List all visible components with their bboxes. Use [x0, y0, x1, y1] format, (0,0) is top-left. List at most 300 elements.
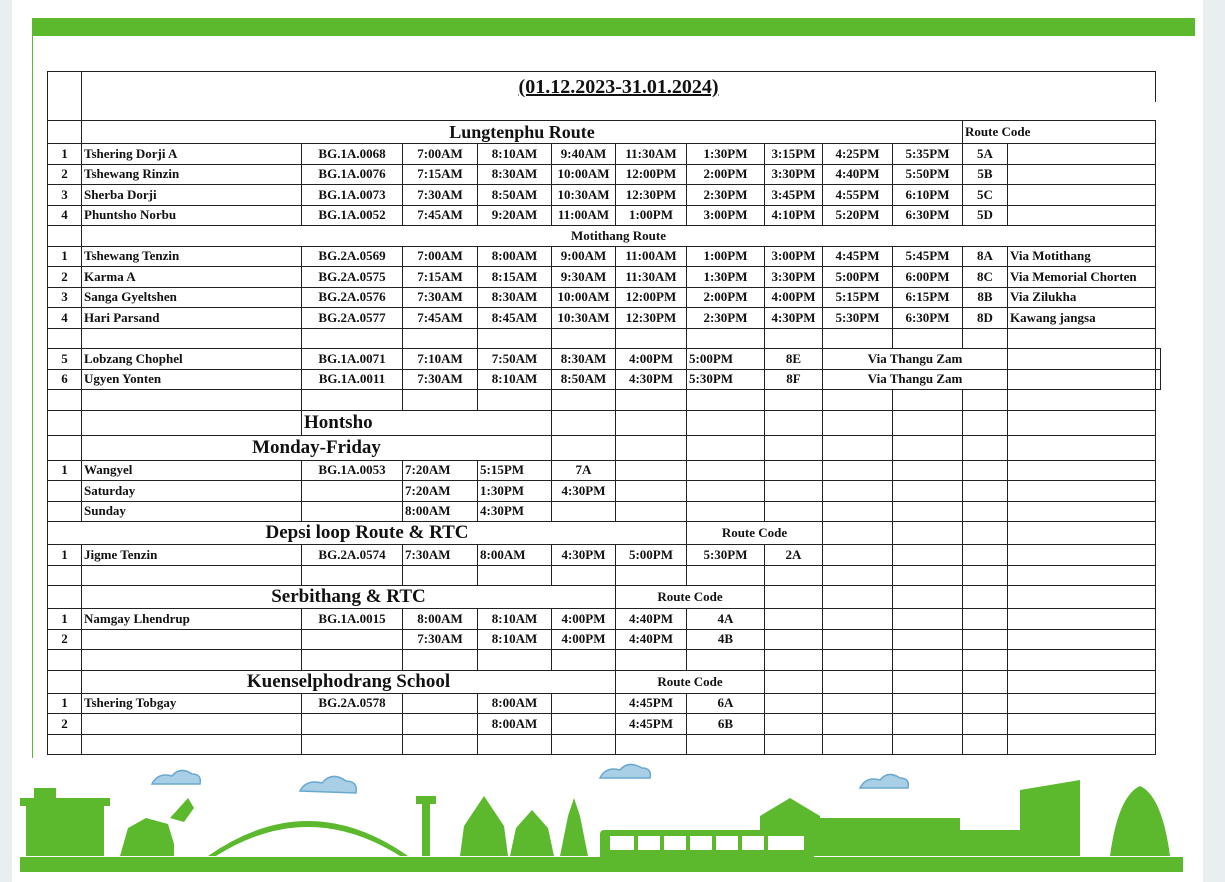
departure-time: 1:30PM: [687, 144, 765, 165]
departure-time: 8:30AM: [552, 349, 616, 370]
row-number: 4: [48, 308, 82, 329]
departure-time: 12:30PM: [616, 185, 687, 206]
blank-cell: [963, 545, 1008, 566]
blank-cell: [963, 693, 1008, 714]
blank-cell: [1008, 693, 1156, 714]
row-number: 6: [48, 369, 82, 390]
departure-time: 3:30PM: [765, 164, 823, 185]
blank-cell: [893, 734, 963, 755]
table-row: [48, 164, 1161, 185]
motithang-rows: [48, 246, 1161, 328]
row-number: 1: [48, 609, 82, 630]
driver-name: Tshewang Rinzin: [82, 164, 302, 185]
blank-cell: [48, 328, 82, 349]
departure-time: 5:30PM: [687, 369, 765, 390]
blank-cell: [302, 481, 403, 502]
bus-number: BG.1A.0071: [302, 349, 403, 370]
departure-time: 7:30AM: [403, 185, 478, 206]
blank-cell: [478, 650, 552, 671]
blank-cell: [893, 565, 963, 586]
departure-time: 9:00AM: [552, 246, 616, 267]
blank-cell: [48, 121, 82, 144]
blank-cell: [687, 734, 765, 755]
blank-cell: [823, 328, 893, 349]
blank-cell: [1008, 609, 1156, 630]
route-code: 8B: [963, 287, 1008, 308]
blank-cell: [1156, 349, 1161, 370]
departure-time: 6:10PM: [893, 185, 963, 206]
blank-cell: [963, 609, 1008, 630]
departure-time: 7:45AM: [403, 308, 478, 329]
bus-number: BG.2A.0575: [302, 267, 403, 288]
blank-cell: [478, 565, 552, 586]
blank-cell: [1008, 670, 1156, 693]
blank-cell: [963, 650, 1008, 671]
blank-cell: [765, 693, 823, 714]
blank-cell: [893, 435, 963, 460]
bus-number: [302, 629, 403, 650]
blank-cell: [48, 586, 82, 609]
driver-name: Tshewang Tenzin: [82, 246, 302, 267]
departure-time: 8:00AM: [403, 609, 478, 630]
departure-time: 4:45PM: [616, 693, 687, 714]
blank-cell: [616, 481, 687, 502]
table-row: [48, 629, 1161, 650]
table-row: [48, 545, 1161, 566]
kuenselphodrang-rows: [48, 693, 1161, 734]
departure-time: 6:15PM: [893, 287, 963, 308]
departure-time: 8:45AM: [478, 308, 552, 329]
row-number: 2: [48, 164, 82, 185]
driver-name: Namgay Lhendrup: [82, 609, 302, 630]
blank-cell: [552, 714, 616, 735]
table-row: [48, 308, 1161, 329]
schedule-table-container: [47, 71, 1187, 757]
blank-cell: [552, 435, 616, 460]
blank-cell: [823, 565, 893, 586]
hontsho-title: Hontsho: [302, 410, 552, 435]
bus-number: BG.1A.0052: [302, 205, 403, 226]
departure-time: 8:00AM: [478, 714, 552, 735]
table-row: [48, 609, 1161, 630]
blank-cell: [893, 460, 963, 481]
blank-cell: [963, 586, 1008, 609]
departure-time: 3:00PM: [687, 205, 765, 226]
table-row: [48, 349, 1161, 370]
blank-cell: [765, 670, 823, 693]
blank-cell: [48, 670, 82, 693]
departure-time: 8:00AM: [478, 246, 552, 267]
blank-cell: [765, 410, 823, 435]
departure-time: 8:10AM: [478, 369, 552, 390]
departure-time: 3:45PM: [765, 185, 823, 206]
blank-cell: [48, 390, 82, 411]
route-code: 8C: [963, 267, 1008, 288]
blank-cell: [765, 460, 823, 481]
route-code: 8F: [765, 369, 823, 390]
departure-time: 7:00AM: [403, 144, 478, 165]
blank-cell: [823, 609, 893, 630]
blank-cell: [48, 501, 82, 522]
blank-cell: [48, 734, 82, 755]
day-label: Sunday: [82, 501, 302, 522]
blank-cell: [1008, 565, 1156, 586]
departure-time: 9:20AM: [478, 205, 552, 226]
driver-name: Tshering Tobgay: [82, 693, 302, 714]
blank-cell: [963, 734, 1008, 755]
bus-number: BG.2A.0576: [302, 287, 403, 308]
row-number: 2: [48, 629, 82, 650]
blank-cell: [1008, 369, 1156, 390]
blank-cell: [403, 650, 478, 671]
table-row: [48, 460, 1161, 481]
blank-cell: [893, 650, 963, 671]
blank-cell: [302, 734, 403, 755]
departure-time: 8:00AM: [478, 693, 552, 714]
blank-cell: [687, 390, 765, 411]
blank-cell: [687, 410, 765, 435]
blank-cell: [823, 629, 893, 650]
route-note: Via Zilukha: [1008, 287, 1156, 308]
blank-cell: [893, 501, 963, 522]
blank-cell: [823, 714, 893, 735]
blank-cell: [963, 481, 1008, 502]
bus-number: BG.1A.0015: [302, 609, 403, 630]
blank-cell: [616, 501, 687, 522]
blank-cell: [552, 410, 616, 435]
blank-cell: [765, 501, 823, 522]
blank-cell: [82, 102, 1156, 121]
row-number: 3: [48, 185, 82, 206]
blank-cell: [478, 390, 552, 411]
route-code-header: Route Code: [616, 670, 765, 693]
blank-cell: [1008, 435, 1156, 460]
driver-name: Tshering Dorji A: [82, 144, 302, 165]
departure-time: 8:00AM: [403, 501, 478, 522]
route-note: [1008, 185, 1156, 206]
blank-cell: [823, 460, 893, 481]
blank-cell: [48, 565, 82, 586]
departure-time: 4:00PM: [616, 349, 687, 370]
blank-cell: [765, 390, 823, 411]
blank-cell: [616, 328, 687, 349]
blank-cell: [823, 481, 893, 502]
blank-cell: [963, 328, 1008, 349]
bus-number: BG.2A.0577: [302, 308, 403, 329]
bus-number: BG.2A.0578: [302, 693, 403, 714]
route-code: 6A: [687, 693, 765, 714]
blank-cell: [765, 650, 823, 671]
bus-number: BG.1A.0068: [302, 144, 403, 165]
departure-time: 4:55PM: [823, 185, 893, 206]
blank-cell: [82, 650, 302, 671]
departure-time: 8:00AM: [478, 545, 552, 566]
departure-time: 11:30AM: [616, 267, 687, 288]
departure-time: 7:30AM: [403, 287, 478, 308]
departure-time: 5:30PM: [823, 308, 893, 329]
blank-cell: [765, 609, 823, 630]
departure-time: 10:00AM: [552, 164, 616, 185]
route-note: Via Thangu Zam: [823, 369, 1008, 390]
blank-cell: [765, 734, 823, 755]
schedule-period: (01.12.2023-31.01.2024): [82, 72, 1156, 103]
departure-time: 2:00PM: [687, 287, 765, 308]
blank-cell: [687, 328, 765, 349]
blank-cell: [893, 390, 963, 411]
departure-time: 4:30PM: [765, 308, 823, 329]
row-number: 5: [48, 349, 82, 370]
cloud-icon: [152, 764, 908, 793]
bus-number: BG.1A.0011: [302, 369, 403, 390]
blank-cell: [403, 565, 478, 586]
blank-cell: [403, 390, 478, 411]
departure-time: 4:45PM: [616, 714, 687, 735]
blank-cell: [687, 650, 765, 671]
driver-name: [82, 714, 302, 735]
departure-time: 8:50AM: [552, 369, 616, 390]
departure-time: 10:30AM: [552, 185, 616, 206]
table-row: [48, 144, 1161, 165]
departure-time: 5:15PM: [823, 287, 893, 308]
blank-cell: [48, 481, 82, 502]
driver-name: Lobzang Chophel: [82, 349, 302, 370]
blank-cell: [616, 734, 687, 755]
route-code: 8A: [963, 246, 1008, 267]
departure-time: 1:30PM: [478, 481, 552, 502]
blank-cell: [963, 460, 1008, 481]
departure-time: 11:00AM: [616, 246, 687, 267]
blank-cell: [687, 460, 765, 481]
driver-name: Wangyel: [82, 460, 302, 481]
row-number: 1: [48, 545, 82, 566]
departure-time: 7:20AM: [403, 481, 478, 502]
blank-cell: [963, 670, 1008, 693]
kuenselphodrang-route-title: Kuenselphodrang School: [82, 670, 616, 693]
blank-cell: [765, 565, 823, 586]
departure-time: 4:40PM: [616, 629, 687, 650]
route-code: 5C: [963, 185, 1008, 206]
route-code: 8D: [963, 308, 1008, 329]
frame-left-line: [32, 36, 33, 758]
blank-cell: [893, 629, 963, 650]
blank-cell: [765, 481, 823, 502]
blank-cell: [552, 328, 616, 349]
route-code: 7A: [552, 460, 616, 481]
table-row: [48, 205, 1161, 226]
departure-time: 4:00PM: [552, 629, 616, 650]
departure-time: 2:00PM: [687, 164, 765, 185]
bus-number: BG.2A.0569: [302, 246, 403, 267]
blank-cell: [823, 390, 893, 411]
blank-cell: [552, 565, 616, 586]
departure-time: 4:40PM: [616, 609, 687, 630]
blank-cell: [893, 481, 963, 502]
blank-cell: [765, 328, 823, 349]
departure-time: 5:35PM: [893, 144, 963, 165]
blank-cell: [1008, 501, 1156, 522]
departure-time: 5:45PM: [893, 246, 963, 267]
route-code: 5B: [963, 164, 1008, 185]
blank-cell: [1008, 522, 1156, 545]
bus-number: BG.1A.0073: [302, 185, 403, 206]
blank-cell: [48, 226, 82, 247]
driver-name: Karma A: [82, 267, 302, 288]
row-number: 1: [48, 693, 82, 714]
departure-time: 7:20AM: [403, 460, 478, 481]
departure-time: 4:30PM: [478, 501, 552, 522]
table-row: [48, 287, 1161, 308]
bus-number: BG.2A.0574: [302, 545, 403, 566]
departure-time: 7:45AM: [403, 205, 478, 226]
blank-cell: [616, 565, 687, 586]
bus-number: [302, 714, 403, 735]
departure-time: 2:30PM: [687, 185, 765, 206]
departure-time: 8:30AM: [478, 287, 552, 308]
departure-time: 3:15PM: [765, 144, 823, 165]
row-number: 4: [48, 205, 82, 226]
table-row: [48, 369, 1161, 390]
blank-cell: [823, 693, 893, 714]
departure-time: 12:00PM: [616, 287, 687, 308]
departure-time: 7:10AM: [403, 349, 478, 370]
departure-time: 5:00PM: [687, 349, 765, 370]
blank-cell: [403, 714, 478, 735]
blank-cell: [478, 328, 552, 349]
blank-cell: [823, 734, 893, 755]
blank-cell: [823, 670, 893, 693]
blank-cell: [302, 328, 403, 349]
departure-time: 7:00AM: [403, 246, 478, 267]
departure-time: 5:20PM: [823, 205, 893, 226]
blank-cell: [1008, 545, 1156, 566]
table-row: [48, 693, 1161, 714]
table-row: [48, 267, 1161, 288]
route-code-header: Route Code: [616, 586, 765, 609]
route-note: Via Motithang: [1008, 246, 1156, 267]
footer-skyline-illustration: [20, 758, 1183, 872]
departure-time: 4:00PM: [552, 609, 616, 630]
departure-time: 5:15PM: [478, 460, 552, 481]
header-green-bar: [32, 18, 1195, 36]
departure-time: 7:30AM: [403, 369, 478, 390]
departure-time: 5:30PM: [687, 545, 765, 566]
serbithang-route-title: Serbithang & RTC: [82, 586, 616, 609]
blank-cell: [616, 390, 687, 411]
lungtenphu-route-title: Lungtenphu Route: [82, 121, 963, 144]
departure-time: 3:00PM: [765, 246, 823, 267]
departure-time: 4:25PM: [823, 144, 893, 165]
blank-cell: [893, 545, 963, 566]
table-row: [48, 481, 1161, 502]
departure-time: 9:40AM: [552, 144, 616, 165]
blank-cell: [1008, 481, 1156, 502]
blank-cell: [893, 522, 963, 545]
route-note: Via Thangu Zam: [823, 349, 1008, 370]
route-note: [1008, 164, 1156, 185]
driver-name: Jigme Tenzin: [82, 545, 302, 566]
blank-cell: [616, 410, 687, 435]
blank-cell: [48, 435, 82, 460]
blank-cell: [1156, 369, 1161, 390]
departure-time: 7:30AM: [403, 629, 478, 650]
blank-cell: [687, 435, 765, 460]
table-row: [48, 185, 1161, 206]
departure-time: 8:50AM: [478, 185, 552, 206]
blank-cell: [1008, 734, 1156, 755]
blank-cell: [616, 460, 687, 481]
bus-schedule-table: [47, 71, 1161, 755]
departure-time: 1:00PM: [616, 205, 687, 226]
blank-cell: [1008, 586, 1156, 609]
blank-cell: [478, 734, 552, 755]
departure-time: 5:50PM: [893, 164, 963, 185]
blank-cell: [302, 650, 403, 671]
blank-cell: [893, 410, 963, 435]
departure-time: 9:30AM: [552, 267, 616, 288]
route-note: Kawang jangsa: [1008, 308, 1156, 329]
hontsho-days: Monday-Friday: [82, 435, 552, 460]
blank-cell: [687, 501, 765, 522]
blank-cell: [48, 410, 82, 435]
blank-cell: [823, 586, 893, 609]
route-code: 4B: [687, 629, 765, 650]
blank-cell: [302, 501, 403, 522]
blank-cell: [48, 102, 82, 121]
blank-cell: [552, 693, 616, 714]
departure-time: 4:30PM: [552, 481, 616, 502]
row-number: 3: [48, 287, 82, 308]
departure-time: 8:10AM: [478, 609, 552, 630]
bus-number: BG.1A.0076: [302, 164, 403, 185]
motithang-route-title: Motithang Route: [82, 226, 1156, 247]
route-note: [1008, 144, 1156, 165]
table-row: [48, 714, 1161, 735]
driver-name: [82, 629, 302, 650]
departure-time: 7:15AM: [403, 164, 478, 185]
blank-cell: [82, 565, 302, 586]
departure-time: 8:10AM: [478, 629, 552, 650]
blank-cell: [82, 410, 302, 435]
route-code: 4A: [687, 609, 765, 630]
row-number: 1: [48, 144, 82, 165]
blank-cell: [616, 435, 687, 460]
blank-cell: [823, 435, 893, 460]
blank-cell: [552, 390, 616, 411]
route-note: [1008, 205, 1156, 226]
lungtenphu-rows: [48, 144, 1161, 226]
blank-cell: [963, 714, 1008, 735]
blank-cell: [963, 390, 1008, 411]
departure-time: 4:10PM: [765, 205, 823, 226]
blank-cell: [1008, 714, 1156, 735]
blank-cell: [963, 410, 1008, 435]
route-code: 5D: [963, 205, 1008, 226]
driver-name: Sanga Gyeltshen: [82, 287, 302, 308]
route-note: Via Memorial Chorten: [1008, 267, 1156, 288]
departure-time: 10:00AM: [552, 287, 616, 308]
blank-cell: [82, 390, 302, 411]
blank-cell: [1008, 390, 1156, 411]
row-number: 2: [48, 267, 82, 288]
blank-cell: [765, 435, 823, 460]
blank-cell: [1008, 460, 1156, 481]
row-number: 1: [48, 460, 82, 481]
driver-name: Phuntsho Norbu: [82, 205, 302, 226]
blank-cell: [893, 693, 963, 714]
driver-name: Hari Parsand: [82, 308, 302, 329]
blank-cell: [1008, 629, 1156, 650]
thangu-zam-rows: [48, 349, 1161, 390]
